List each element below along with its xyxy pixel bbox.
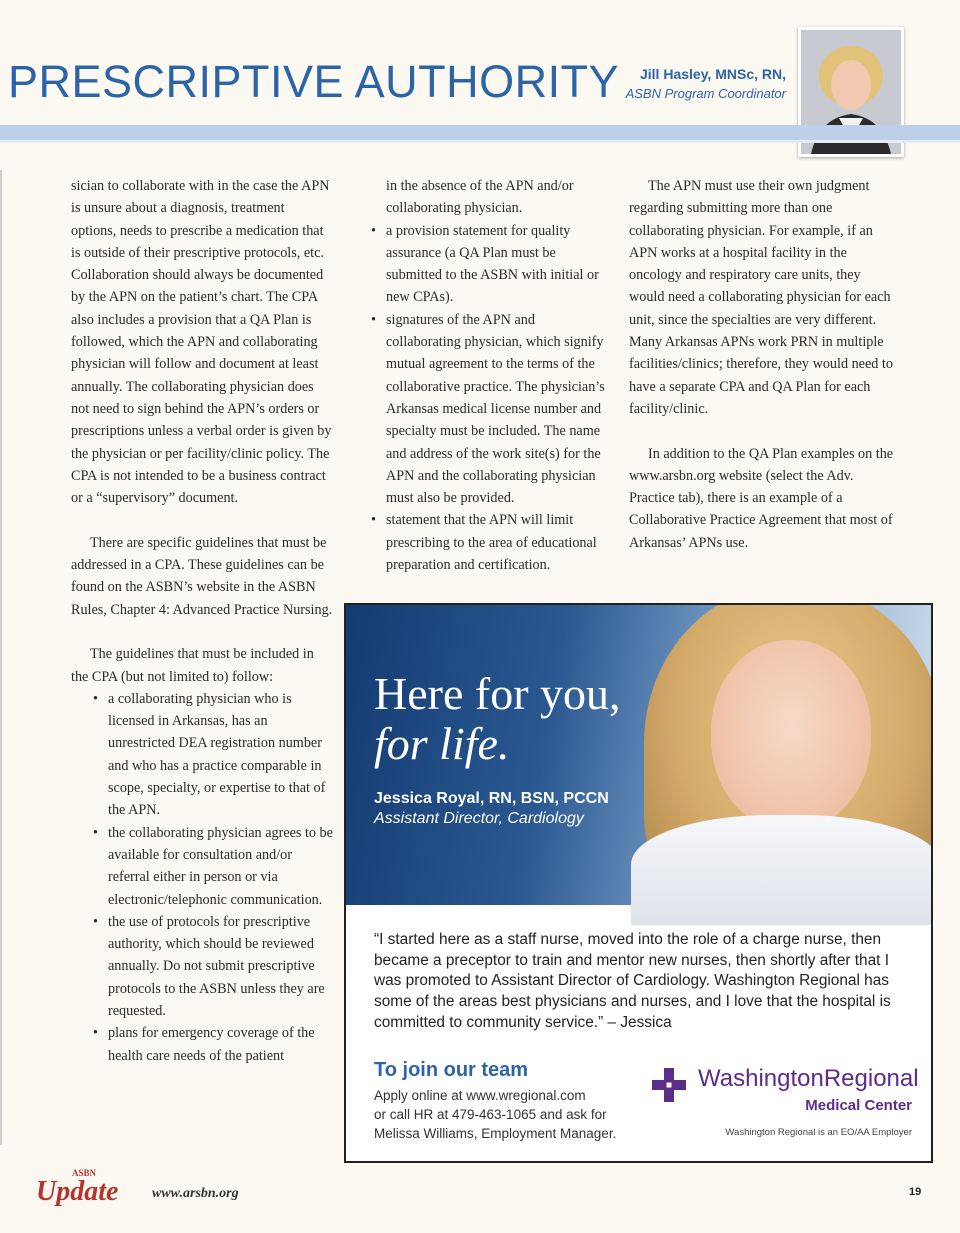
article-column-1 (71, 175, 333, 1067)
list-item: • a collaborating physician who is licensed in Arkansas, has an unrestricted DEA registration number and who has a practice comparable in scope, specialty, or expertise to that of the APN. (108, 688, 333, 822)
ad-tagline-line-2: for life. (374, 718, 510, 769)
asbn-update-logo (36, 1168, 119, 1208)
ad-featured-person (374, 790, 609, 828)
list-item: • the use of protocols for prescriptive authority, which should be reviewed annually. Do not submit prescriptive protocols to the ASBN unless they are requested. (108, 911, 333, 1022)
col2-lead: in the absence of the APN and/or collaborating physician. (386, 178, 574, 217)
col3-paragraph-1: The APN must use their own judgment regarding submitting more than one collaborating physician. For example, if an APN works at a hospital facility in the oncology and respiratory care units, they would need a collaborating physician for each unit, since the specialties are very different. Many Arkansas APNs work PRN in multiple facilities/clinics; therefore, they would need to have a separate CPA and QA Plan for each facility/clinic. (629, 178, 893, 417)
list-item: • a provision statement for quality assurance (a QA Plan must be submitted to the ASBN with initial or new CPAs). (386, 220, 612, 309)
col1-paragraph-2: There are specific guidelines that must be addressed in a CPA. These guidelines can be found on the ASBN’s website in the ASBN Rules, Chapter 4: Advanced Practice Nursing. (71, 534, 333, 618)
author-name: Jill Hasley, MNSc, RN, (639, 66, 786, 82)
left-margin-rule (0, 170, 2, 1145)
eo-employer-note: Washington Regional is an EO/AA Employer (725, 1127, 912, 1138)
ad-tagline (374, 669, 621, 769)
ad-person-role: Assistant Director, Cardiology (374, 810, 584, 827)
ad-tagline-line-1: Here for you, (374, 668, 621, 719)
list-item: • plans for emergency coverage of the health care needs of the patient (108, 1022, 333, 1067)
page-title: PRESCRIPTIVE AUTHORITY (8, 56, 620, 107)
col3-paragraph-2: In addition to the QA Plan examples on the www.arsbn.org website (select the Adv. Practice tab), there is an example of a Collaborative Practice Agreement that most of Arkansas’ APNs use. (629, 445, 894, 551)
ad-join-line-2: or call HR at 479-463-1065 and ask for (374, 1107, 607, 1122)
page-number: 19 (909, 1186, 922, 1198)
logo-text: Update (36, 1176, 119, 1207)
col2-guidelines-list (386, 220, 612, 577)
medical-cross-icon (652, 1068, 686, 1102)
list-item: • statement that the APN will limit prescribing to the area of educational preparation and certification. (386, 509, 612, 576)
header-band (0, 125, 960, 140)
footer-url[interactable]: www.arsbn.org (152, 1186, 239, 1201)
col1-paragraph-1: sician to collaborate with in the case the APN is unsure about a diagnosis, treatment options, needs to prescribe a medication that is outside of their prescriptive protocols, etc. Collaboration should always be documented by the APN on the patient’s chart. The CPA also includes a provision that a QA Plan is followed, which the APN and collaborating physician will follow and document at least annually. The collaborating physician does not need to sign behind the APN’s orders or prescriptions unless a verbal order is given by the physician or per facility/clinic policy. The CPA is not intended to be a business contract or a “supervisory” document. (71, 178, 332, 507)
author-role: ASBN Program Coordinator (625, 86, 786, 101)
ad-join-block (374, 1059, 616, 1143)
col1-paragraph-3: The guidelines that must be included in the CPA (but not limited to) follow: (71, 646, 314, 685)
ad-join-heading: To join our team (374, 1059, 529, 1081)
logo-subtitle: Medical Center (805, 1097, 912, 1114)
nurse-coat-shape (631, 815, 933, 925)
logo-small-text: ASBN (72, 1168, 97, 1178)
ad-join-line-3: Melissa Williams, Employment Manager. (374, 1126, 617, 1141)
article-column-2 (386, 175, 612, 576)
ad-quote: “I started here as a staff nurse, moved into the role of a charge nurse, then became a preceptor to train and mentor new nurses, then shortly after that I was promoted to Assistant Director of Cardiology. Washington Regional has some of the areas best physicians and nurses, and I love that the hospital is committed to community service.” – Jessica (374, 931, 891, 1031)
ad-hero-photo (346, 605, 931, 905)
washington-regional-ad[interactable] (344, 603, 933, 1163)
ad-join-line-1[interactable]: Apply online at www.wregional.com (374, 1088, 586, 1103)
header-band-highlight (0, 140, 960, 143)
author-byline (626, 66, 786, 101)
list-item: • the collaborating physician agrees to be available for consultation and/or referral either in person or via electronic/telephonic communication. (108, 822, 333, 911)
ad-person-name: Jessica Royal, RN, BSN, PCCN (374, 790, 609, 807)
nurse-face-shape (711, 640, 871, 830)
article-column-3 (629, 175, 894, 554)
col1-guidelines-list (108, 688, 333, 1067)
logo-name: WashingtonRegional (698, 1065, 919, 1092)
list-item: • signatures of the APN and collaborating physician, which signify mutual agreement to the terms of the collaborative practice. The physician’s Arkansas medical license number and specialty must be included. The name and address of the work site(s) for the APN and the collaborating physician must also be provided. (386, 309, 612, 510)
